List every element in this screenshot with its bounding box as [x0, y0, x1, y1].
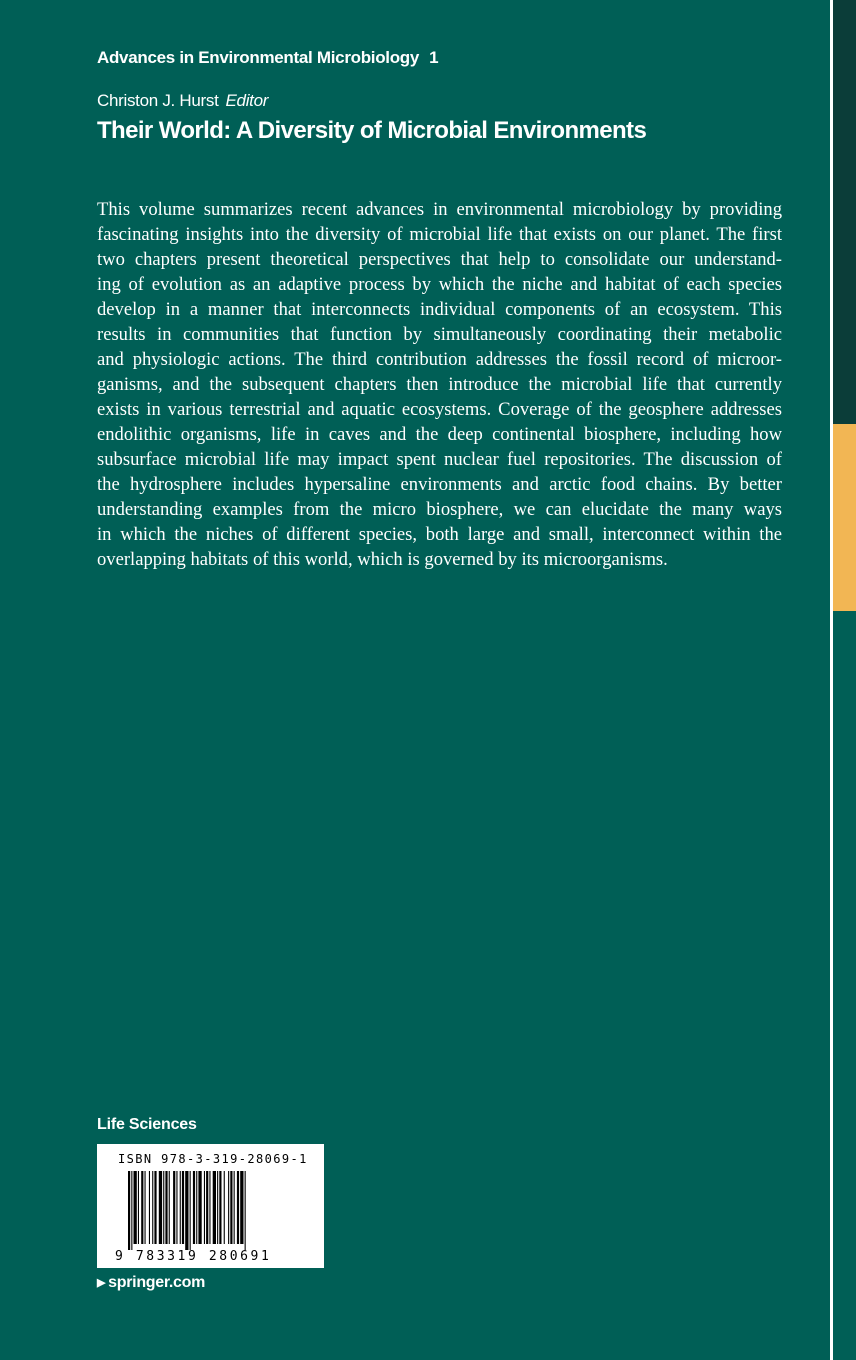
isbn-barcode	[97, 1144, 324, 1268]
description-line: develop in a manner that interconnects individual components of an ecosystem. This	[97, 299, 782, 320]
website-label: springer.com	[108, 1274, 206, 1291]
barcode-bar	[237, 1171, 239, 1244]
description-line: subsurface microbial life may impact spent nuclear fuel repositories. The discussion of	[97, 449, 782, 470]
barcode-bar	[165, 1171, 167, 1244]
spine-accent-band	[833, 424, 856, 611]
book-title: Their World: A Diversity of Microbial Environments	[97, 117, 647, 144]
barcode-bar	[173, 1171, 175, 1244]
barcode-bar	[128, 1171, 130, 1250]
barcode-bar	[180, 1171, 181, 1244]
barcode-bar	[154, 1171, 156, 1244]
isbn-label: ISBN 978-3-319-28069-1	[118, 1152, 308, 1166]
barcode-graphic	[97, 1144, 324, 1268]
spine-dark-band	[833, 0, 856, 424]
description-line: This volume summarizes recent advances in environmental microbiology by providing	[97, 199, 782, 220]
barcode-bar	[217, 1171, 218, 1244]
barcode-bar	[152, 1171, 153, 1244]
barcode-bar	[234, 1171, 235, 1244]
description-line: results in communities that function by simultaneously coordinating their metabolic	[97, 324, 782, 345]
barcode-bar	[190, 1171, 191, 1250]
description-line: ganisms, and the subsequent chapters then introduce the microbial life that currently	[97, 374, 782, 395]
barcode-bar	[134, 1171, 137, 1244]
barcode-bar	[131, 1171, 132, 1250]
barcode-bar	[245, 1171, 246, 1250]
description-line: endolithic organisms, life in caves and the deep continental biosphere, including how	[97, 424, 782, 445]
triangle-right-icon: ▶	[97, 1277, 106, 1289]
description-line: overlapping habitats of this world, which is governed by its microorganisms.	[97, 549, 668, 570]
description-line: ing of evolution as an adaptive process by which the niche and habitat of each species	[97, 274, 782, 295]
barcode-bar	[163, 1171, 164, 1244]
editor-name: Christon J. Hurst	[97, 91, 219, 110]
description-line: fascinating insights into the diversity of microbial life that exists on our planet. The first	[97, 224, 782, 245]
barcode-bar	[182, 1171, 184, 1244]
barcode-bar	[193, 1171, 195, 1244]
barcode-bar	[198, 1171, 201, 1244]
subject-category: Life Sciences	[97, 1116, 197, 1133]
description-line: and physiologic actions. The third contribution addresses the fossil record of microor-	[97, 349, 782, 370]
barcode-bar	[209, 1171, 210, 1244]
barcode-bar	[176, 1171, 177, 1244]
barcode-bar	[213, 1171, 216, 1244]
series-title	[97, 48, 438, 68]
barcode-bar	[228, 1171, 229, 1244]
barcode-bar	[185, 1171, 188, 1250]
series-name: Advances in Environmental Microbiology	[97, 48, 420, 67]
barcode-bar	[159, 1171, 162, 1244]
barcode-bars	[128, 1171, 246, 1250]
barcode-bar	[169, 1171, 170, 1244]
barcode-bar	[206, 1171, 208, 1244]
barcode-bar	[141, 1171, 143, 1244]
description-line: understanding examples from the micro biosphere, we can elucidate the many ways	[97, 499, 782, 520]
series-volume: 1	[429, 48, 439, 67]
description-line: in which the niches of different species, both large and small, interconnect within the	[97, 524, 782, 545]
book-description	[97, 197, 782, 572]
barcode-bar	[204, 1171, 205, 1244]
barcode-bar	[196, 1171, 197, 1244]
barcode-bar	[149, 1171, 150, 1244]
barcode-bar	[224, 1171, 225, 1244]
editor-role: Editor	[225, 91, 269, 110]
description-line: the hydrosphere includes hypersaline environments and arctic food chains. By better	[97, 474, 782, 495]
barcode-bar	[230, 1171, 232, 1244]
description-line: two chapters present theoretical perspectives that help to consolidate our understand-	[97, 249, 782, 270]
barcode-bar	[145, 1171, 146, 1244]
description-line: exists in various terrestrial and aquatic ecosystems. Coverage of the geosphere addresses	[97, 399, 782, 420]
editor-line	[97, 91, 268, 111]
barcode-bar	[219, 1171, 221, 1244]
publisher-website[interactable]	[97, 1274, 205, 1292]
barcode-bar	[138, 1171, 139, 1244]
barcode-bar	[240, 1171, 243, 1244]
barcode-digits: 9 783319 280691	[115, 1249, 272, 1264]
